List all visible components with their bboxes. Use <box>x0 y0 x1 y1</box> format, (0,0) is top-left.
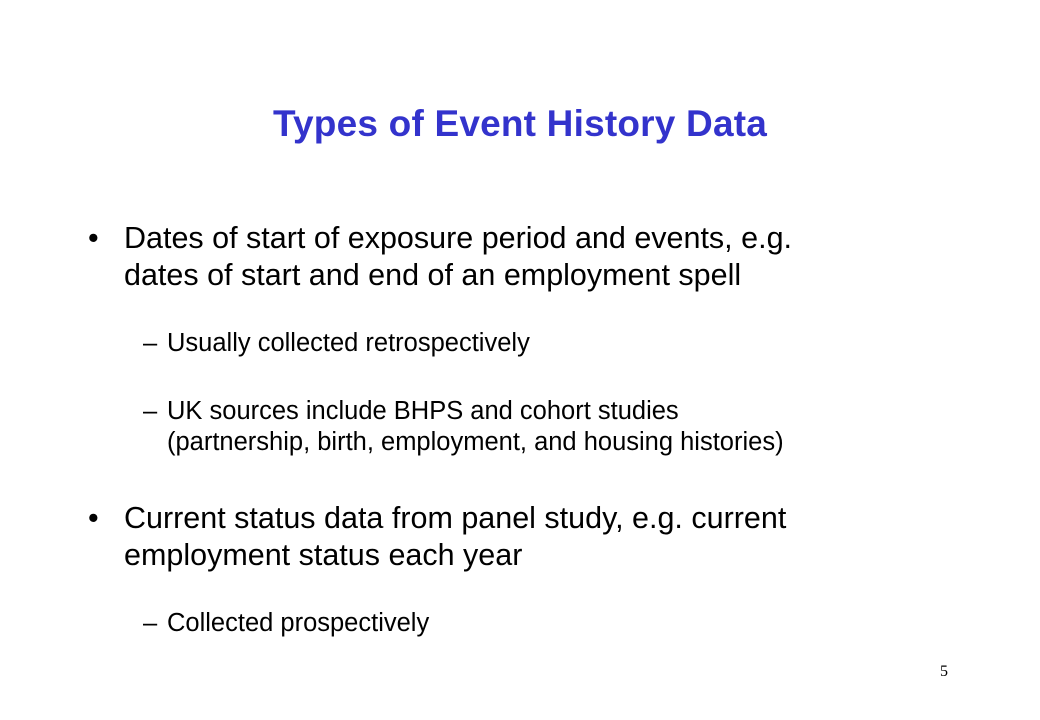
bullet-line: Dates of start of exposure period and events, e.g. <box>124 221 793 255</box>
dash-icon: – <box>143 397 158 425</box>
bullet-text <box>124 500 964 574</box>
bullet-icon: • <box>88 221 99 255</box>
page-number: 5 <box>940 663 948 680</box>
sub-bullet-line: (partnership, birth, employment, and housing histories) <box>167 428 784 456</box>
sub-bullet-line: Collected prospectively <box>167 609 430 637</box>
bullet-line: dates of start and end of an employment spell <box>124 258 742 292</box>
bullet-line: employment status each year <box>124 538 523 572</box>
bullet-line: Current status data from panel study, e.g. current <box>124 501 787 535</box>
dash-icon: – <box>143 609 158 637</box>
sub-bullet-text <box>167 396 967 458</box>
bullet-text <box>124 220 964 294</box>
bullet-icon: • <box>88 501 99 535</box>
dash-icon: – <box>143 329 158 357</box>
sub-bullet-line: UK sources include BHPS and cohort studies <box>167 397 679 425</box>
sub-bullet-text <box>167 608 967 639</box>
slide-title: Types of Event History Data <box>272 103 768 144</box>
sub-bullet-line: Usually collected retrospectively <box>167 329 530 357</box>
sub-bullet-text <box>167 328 967 359</box>
